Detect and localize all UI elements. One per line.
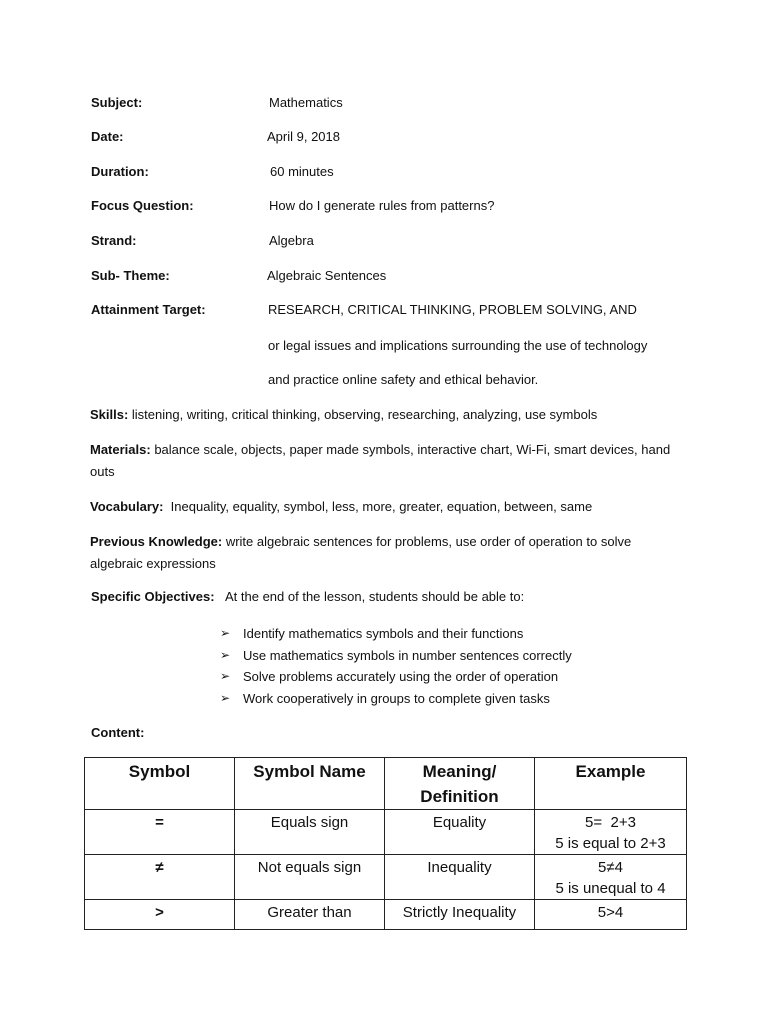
cell-meaning: Strictly Inequality: [385, 900, 535, 930]
materials-text: balance scale, objects, paper made symbols, interactive chart, Wi-Fi, smart devices, hand outs: [90, 442, 671, 479]
list-item: ➢ Use mathematics symbols in number sentences correctly: [220, 645, 572, 667]
table-header-row: [85, 758, 687, 810]
example-line: 5 is unequal to 4: [555, 880, 666, 897]
skills-label: Skills:: [90, 407, 129, 422]
date-label: Date:: [91, 129, 124, 144]
example-line: 5>4: [597, 904, 624, 921]
focus-question-value: How do I generate rules from patterns?: [269, 198, 495, 213]
date-value: April 9, 2018: [267, 129, 340, 144]
cell-example: [535, 855, 687, 900]
header-meaning: Meaning/ Definition: [385, 758, 535, 810]
cell-symbol: =: [85, 810, 235, 855]
example-line: 5 is equal to 2+3: [555, 835, 666, 852]
materials-label: Materials:: [90, 442, 151, 457]
previous-knowledge-text: write algebraic sentences for problems, use order of operation to solve algebraic expressions: [90, 534, 632, 571]
header-symbol-name: Symbol Name: [235, 758, 385, 810]
arrow-bullet-icon: ➢: [220, 691, 231, 706]
sub-theme-label: Sub- Theme:: [91, 268, 170, 283]
skills-text: listening, writing, critical thinking, observing, researching, analyzing, use symbols: [128, 407, 598, 422]
arrow-bullet-icon: ➢: [220, 669, 231, 684]
cell-example: [535, 810, 687, 855]
header-symbol: Symbol: [85, 758, 235, 810]
previous-knowledge-label: Previous Knowledge:: [90, 534, 223, 549]
vocabulary-section: [90, 496, 680, 518]
skills-section: [90, 404, 680, 426]
list-item: ➢ Work cooperatively in groups to complete given tasks: [220, 688, 572, 710]
specific-objectives-label: Specific Objectives:: [91, 589, 215, 604]
duration-value: 60 minutes: [270, 164, 334, 179]
cell-symbol-name: Not equals sign: [235, 855, 385, 900]
attainment-target-continued-1: or legal issues and implications surrounding the use of technology: [268, 338, 648, 353]
sub-theme-value: Algebraic Sentences: [267, 268, 387, 283]
cell-example: [535, 900, 687, 930]
arrow-bullet-icon: ➢: [220, 647, 231, 662]
cell-meaning: Inequality: [385, 855, 535, 900]
example-line: 5= 2+3: [585, 814, 636, 831]
content-label: Content:: [91, 725, 145, 740]
symbols-table: [84, 757, 687, 930]
duration-label: Duration:: [91, 164, 149, 179]
materials-section: [90, 439, 680, 483]
previous-knowledge-section: [90, 531, 680, 575]
attainment-target-label: Attainment Target:: [91, 302, 206, 317]
vocabulary-text: Inequality, equality, symbol, less, more, greater, equation, between, same: [163, 499, 593, 514]
focus-question-label: Focus Question:: [91, 198, 194, 213]
table-row: [85, 810, 687, 855]
specific-objectives-intro: At the end of the lesson, students should be able to:: [225, 589, 525, 604]
objectives-list: [220, 623, 572, 710]
cell-symbol: ≠: [85, 855, 235, 900]
arrow-bullet-icon: ➢: [220, 626, 231, 640]
header-example: Example: [535, 758, 687, 810]
table-row: [85, 900, 687, 930]
cell-symbol-name: Equals sign: [235, 810, 385, 855]
list-item: ➢ Solve problems accurately using the order of operation: [220, 666, 572, 688]
subject-label: Subject:: [91, 95, 143, 110]
attainment-target-value: RESEARCH, CRITICAL THINKING, PROBLEM SOLVING, AND: [268, 302, 637, 317]
attainment-target-continued-2: and practice online safety and ethical behavior.: [268, 372, 539, 387]
cell-meaning: Equality: [385, 810, 535, 855]
cell-symbol-name: Greater than: [235, 900, 385, 930]
vocabulary-label: Vocabulary:: [90, 499, 164, 514]
table-row: [85, 855, 687, 900]
strand-label: Strand:: [91, 233, 137, 248]
example-line: 5≠4: [598, 859, 623, 876]
subject-value: Mathematics: [269, 95, 343, 110]
cell-symbol: >: [85, 900, 235, 930]
strand-value: Algebra: [269, 233, 314, 248]
list-item: ➢ Identify mathematics symbols and their functions: [220, 623, 572, 645]
